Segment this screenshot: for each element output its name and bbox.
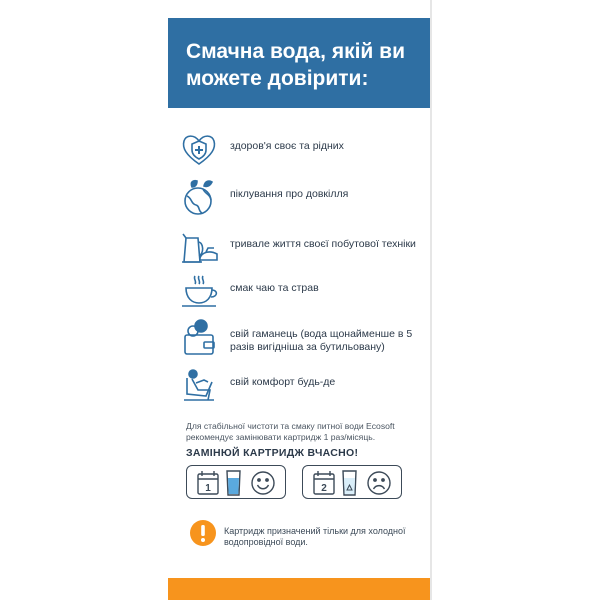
header-banner bbox=[168, 18, 430, 108]
feature-health bbox=[178, 130, 428, 174]
feature-text: здоров'я своє та рідних bbox=[230, 140, 344, 152]
replace-cartridge-cta: ЗАМІНЮЙ КАРТРИДЖ ВЧАСНО! bbox=[186, 447, 359, 459]
wallet-coins-icon bbox=[178, 318, 220, 358]
calendar-number: 1 bbox=[205, 483, 211, 494]
footer-bar bbox=[168, 578, 430, 600]
heart-shield-icon bbox=[178, 130, 220, 170]
feature-text: піклування про довкілля bbox=[230, 188, 349, 200]
header-title: Смачна вода, якій ви можете довірити: bbox=[186, 40, 405, 90]
feature-appliances bbox=[178, 228, 428, 272]
feature-comfort bbox=[178, 366, 428, 410]
replacement-notice: Для стабільної чистоти та смаку питної води Ecosoft рекомендує замінювати картридж 1 раз/місяць. bbox=[186, 421, 395, 442]
feature-text: свій комфорт будь-де bbox=[230, 376, 336, 388]
cold-water-warning: Картридж призначений тільки для холодної водопровідної води. bbox=[224, 526, 406, 547]
happy-face-icon bbox=[252, 472, 274, 494]
armchair-person-icon bbox=[178, 366, 220, 406]
water-glass-icon bbox=[227, 471, 240, 495]
sad-face-icon bbox=[368, 472, 390, 494]
feature-environment bbox=[178, 178, 428, 222]
exclamation-icon bbox=[190, 520, 216, 546]
tea-cup-icon bbox=[178, 272, 220, 312]
dirty-glass-icon bbox=[343, 471, 356, 495]
globe-leaves-icon bbox=[178, 178, 220, 218]
feature-text: свій гаманець (вода щонайменше в 5 разів вигідніша за бутильовану) bbox=[230, 328, 413, 353]
feature-text: смак чаю та страв bbox=[230, 282, 319, 294]
feature-text: тривале життя своєї побутової техніки bbox=[230, 238, 416, 250]
feature-wallet bbox=[178, 318, 428, 362]
good-timing-box bbox=[186, 465, 286, 499]
late-timing-box bbox=[302, 465, 402, 499]
panel-edge bbox=[430, 0, 432, 600]
calendar-number: 2 bbox=[321, 483, 327, 494]
feature-taste bbox=[178, 272, 428, 316]
kettle-iron-icon bbox=[178, 228, 220, 268]
